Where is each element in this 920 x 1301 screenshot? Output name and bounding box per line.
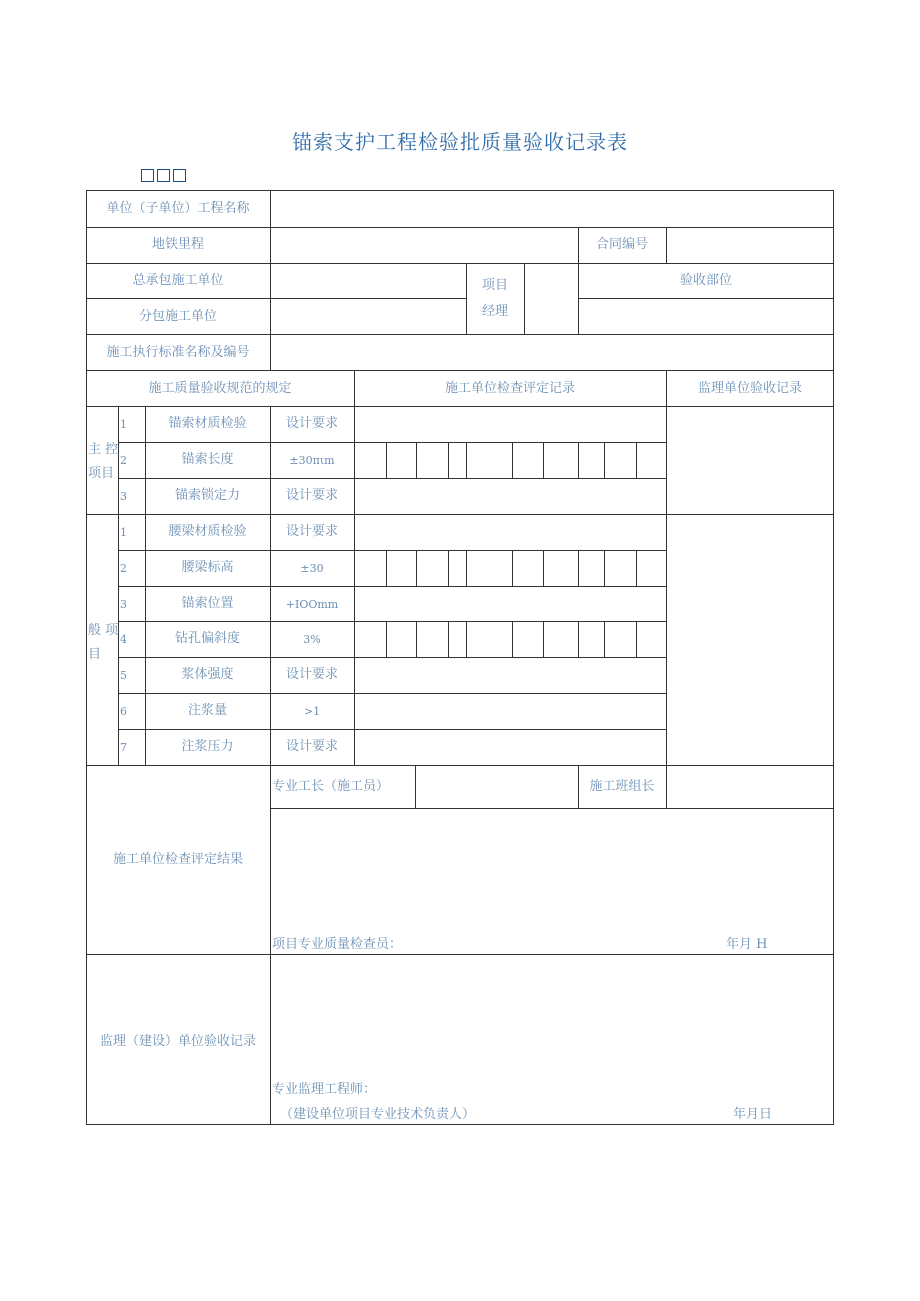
general-item-req: 设计要求	[285, 739, 338, 754]
supervision-label: 监理（建设）单位验收记录	[99, 1034, 256, 1049]
page-title: 锚索支护工程检验批质量验收记录表	[292, 130, 628, 154]
general-item-name: 钻孔偏斜度	[174, 631, 240, 646]
team-leader-label: 施工班组长	[589, 779, 655, 794]
general-item-no: 6	[120, 705, 127, 718]
foreman-label: 专业工长（施工员）	[272, 779, 390, 794]
main-item-req: 设计要求	[285, 416, 338, 431]
metro-mileage-label: 地铁里程	[151, 237, 204, 252]
main-item-name: 锚索锁定力	[174, 488, 240, 503]
general-group-label-2: 目	[88, 647, 102, 662]
supervision-engineer-label: 专业监理工程师：	[272, 1082, 377, 1097]
unit-name-label: 单位（子单位）工程名称	[106, 201, 250, 216]
main-item-no: 2	[120, 454, 127, 467]
result-date-label: 年月 H	[726, 937, 768, 952]
general-item-req: 3%	[303, 633, 321, 646]
general-item-req: ±30	[300, 562, 324, 575]
general-item-no: 2	[120, 562, 127, 575]
contract-no-label: 合同编号	[595, 237, 648, 252]
main-item-name: 锚索材质检验	[168, 416, 247, 431]
general-item-no: 4	[120, 633, 127, 646]
general-item-req: 设计要求	[285, 524, 338, 539]
supervision-column-header: 监理单位验收记录	[697, 381, 802, 396]
general-item-name: 腰梁材质检验	[168, 524, 247, 539]
general-item-name: 浆体强度	[181, 667, 234, 682]
spec-column-header: 施工质量验收规范的规定	[148, 381, 292, 396]
supervision-date-label: 年月日	[733, 1107, 773, 1122]
main-item-no: 3	[120, 490, 127, 503]
general-item-no: 1	[120, 526, 127, 539]
general-item-no: 3	[120, 598, 127, 611]
general-contractor-label: 总承包施工单位	[132, 273, 224, 288]
main-item-req: 设计要求	[285, 488, 338, 503]
main-item-no: 1	[120, 418, 127, 431]
main-control-group-label-1: 主 控	[88, 442, 119, 457]
result-label: 施工单位检查评定结果	[112, 852, 243, 867]
general-item-req: >1	[303, 705, 321, 718]
owner-representative-label: （建设单位项目专业技术负责人）	[280, 1107, 476, 1122]
main-item-name: 锚索长度	[181, 452, 234, 467]
project-manager-label-1: 项目	[481, 278, 508, 293]
main-control-group-label-2: 项目	[88, 466, 115, 481]
main-item-req: ±30πιm	[289, 454, 335, 467]
acceptance-part-label: 验收部位	[679, 273, 732, 288]
general-item-req: +IOOmm	[285, 598, 339, 611]
general-item-no: 7	[120, 741, 127, 754]
subcontractor-label: 分包施工单位	[138, 309, 217, 324]
check-column-header: 施工单位检查评定记录	[444, 381, 575, 396]
general-item-req: 设计要求	[285, 667, 338, 682]
standard-label: 施工执行标准名称及编号	[106, 345, 250, 360]
general-item-no: 5	[120, 669, 127, 682]
project-manager-label-2: 经理	[481, 304, 508, 319]
general-group-label-1: 般 项	[88, 623, 119, 638]
inspector-label: 项目专业质量检查员：	[272, 937, 403, 952]
general-item-name: 锚索位置	[181, 596, 234, 611]
general-item-name: 注浆压力	[181, 739, 234, 754]
general-item-name: 注浆量	[187, 703, 227, 718]
general-item-name: 腰梁标高	[181, 560, 234, 575]
